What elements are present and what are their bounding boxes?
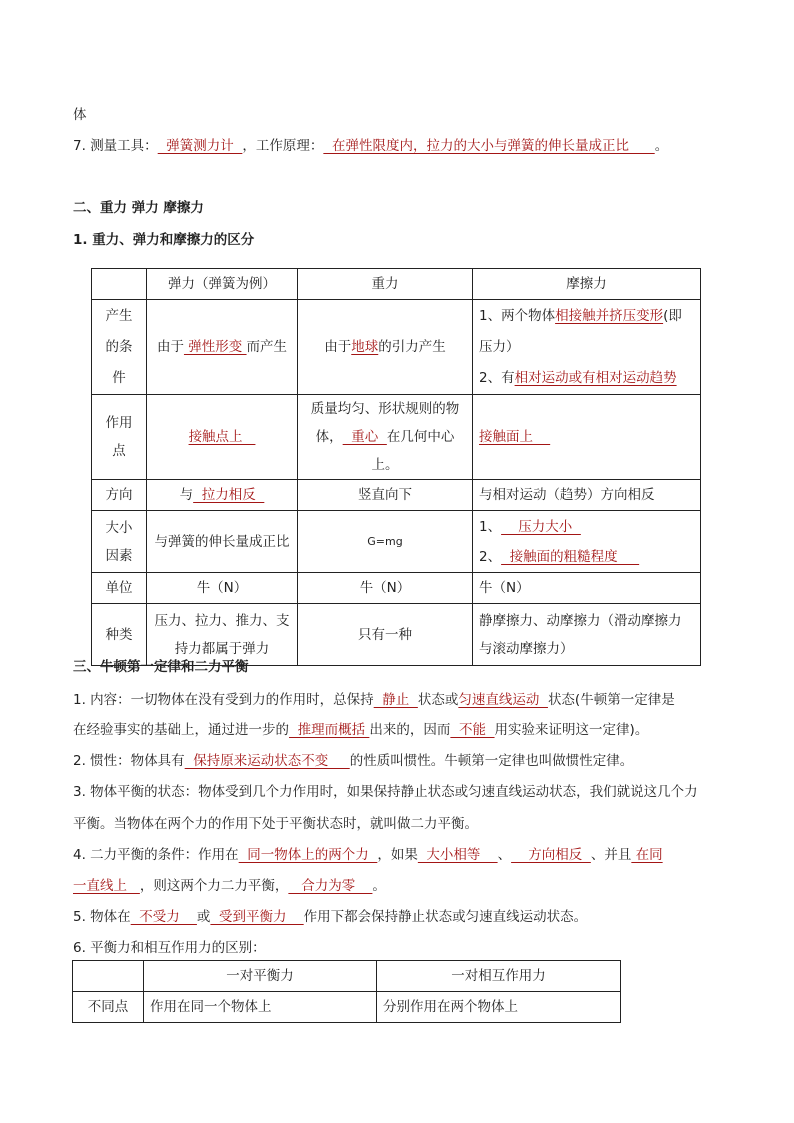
item-5: 5. 物体在 不受力 或 受到平衡力 作用下都会保持静止状态或匀速直线运动状态。: [73, 909, 588, 925]
table2-header-interaction: 一对相互作用力: [377, 961, 621, 992]
table2-row-difference: [73, 992, 621, 1023]
table-header-friction: 摩擦力: [473, 269, 701, 300]
answer-spring-scale: 弹簧测力计: [157, 138, 243, 154]
cell-elastic-factors: 与弹簧的伸长量成正比: [147, 511, 298, 573]
table2-cell-balance: 作用在同一个物体上: [144, 992, 377, 1023]
row-label-point: 作用 点: [92, 395, 147, 480]
table-row-cause: [92, 300, 701, 395]
cell-friction-direction: 与相对运动（趋势）方向相反: [473, 480, 701, 511]
cell-gravity-unit: 牛（N）: [298, 573, 473, 604]
row-label-kind: 种类: [92, 604, 147, 666]
table-row-unit: [92, 573, 701, 604]
cell-gravity-point: 质量均匀、形状规则的物 体， 重心 在几何中心上。: [298, 395, 473, 480]
cell-friction-factors: 1、 压力大小 2、 接触面的粗糙程度: [473, 511, 701, 573]
cell-friction-kind: 静摩擦力、动摩擦力（滑动摩擦力 与滚动摩擦力）: [473, 604, 701, 666]
cell-friction-unit: 牛（N）: [473, 573, 701, 604]
table-row-direction: [92, 480, 701, 511]
cell-gravity-direction: 竖直向下: [298, 480, 473, 511]
item-3-line-2: 平衡。当物体在两个力的作用下处于平衡状态时，就叫做二力平衡。: [73, 816, 478, 832]
item-7-measuring-tool: 7. 测量工具： 弹簧测力计 ，工作原理： 在弹性限度内，拉力的大小与弹簧的伸长量成正比 。: [73, 138, 669, 154]
cell-elastic-direction: 与 拉力相反: [147, 480, 298, 511]
cell-elastic-point: 接触点上: [147, 395, 298, 480]
item-3-line-1: 3. 物体平衡的状态：物体受到几个力作用时，如果保持静止状态或匀速直线运动状态，我们就说这几个力: [73, 784, 698, 800]
item-4-line-2: 一直线上 ，则这两个力二力平衡， 合力为零 。: [73, 878, 386, 894]
table-header-empty: [92, 269, 147, 300]
table2-row-label: 不同点: [73, 992, 144, 1023]
balance-vs-interaction-table: [72, 960, 621, 1023]
item-4-line-1: 4. 二力平衡的条件：作用在 同一物体上的两个力 ，如果 大小相等 、 方向相反 、并且 在同: [73, 847, 663, 863]
table2-header-empty: [73, 961, 144, 992]
row-label-unit: 单位: [92, 573, 147, 604]
section-2-subtitle: 1. 重力、弹力和摩擦力的区分: [73, 232, 255, 248]
force-comparison-table: [91, 268, 701, 666]
cell-gravity-factors: G=mg: [298, 511, 473, 573]
table2-header-balance: 一对平衡力: [144, 961, 377, 992]
table-header-elastic: 弹力（弹簧为例）: [147, 269, 298, 300]
row-label-direction: 方向: [92, 480, 147, 511]
cell-elastic-kind: 压力、拉力、推力、支 持力都属于弹力: [147, 604, 298, 666]
item-2-inertia: 2. 惯性：物体具有 保持原来运动状态不变 的性质叫惯性。牛顿第一定律也叫做惯性定律。: [73, 753, 634, 769]
cell-elastic-cause: 由于 弹性形变 而产生: [147, 300, 298, 395]
item-6: 6. 平衡力和相互作用力的区别：: [73, 940, 266, 956]
row-label-cause: 产生 的条 件: [92, 300, 147, 395]
row-label-factors: 大小 因素: [92, 511, 147, 573]
item-1-line-2: 在经验事实的基础上，通过进一步的 推理而概括 出来的，因而 不能 用实验来证明这一定律)。: [73, 722, 649, 738]
cell-friction-cause: 1、两个物体相接触并挤压变形(即 压力） 2、有相对运动或有相对运动趋势: [473, 300, 701, 395]
section-3-title: 三、牛顿第一定律和二力平衡: [73, 659, 249, 675]
table-row-point: [92, 395, 701, 480]
table-row-factors: [92, 511, 701, 573]
section-2-title: 二、重力 弹力 摩擦力: [73, 200, 204, 216]
cell-gravity-cause: 由于地球的引力产生: [298, 300, 473, 395]
item-1-line-1: 1. 内容：一切物体在没有受到力的作用时，总保持 静止 状态或匀速直线运动 状态(牛顿第一定律是: [73, 692, 675, 708]
cell-gravity-kind: 只有一种: [298, 604, 473, 666]
table-header-gravity: 重力: [298, 269, 473, 300]
cell-friction-point: 接触面上: [473, 395, 701, 480]
cell-elastic-unit: 牛（N）: [147, 573, 298, 604]
top-fragment: 体: [73, 107, 87, 123]
answer-working-principle: 在弹性限度内，拉力的大小与弹簧的伸长量成正比: [323, 138, 655, 154]
table2-cell-interaction: 分别作用在两个物体上: [377, 992, 621, 1023]
